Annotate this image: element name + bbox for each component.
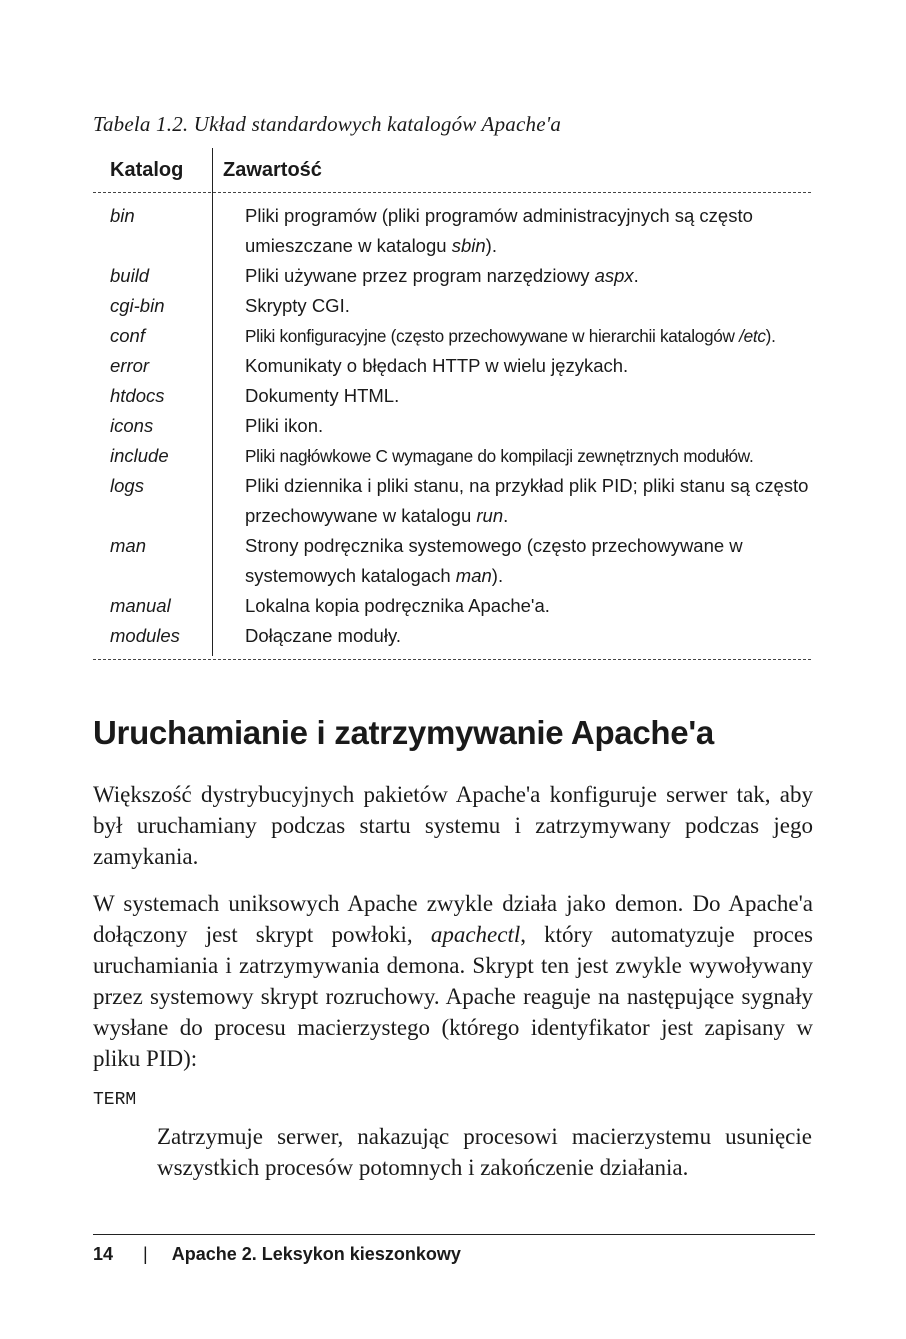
dir-name: logs bbox=[110, 475, 144, 496]
table-row bbox=[93, 621, 811, 651]
dir-content: Skrypty CGI. bbox=[245, 295, 350, 316]
dir-name: htdocs bbox=[110, 385, 165, 406]
table-row bbox=[93, 381, 811, 411]
dir-content: Pliki dziennika i pliki stanu, na przykład plik PID; pliki stanu są często przechowywane w katalogu run. bbox=[245, 475, 809, 526]
table-caption: Tabela 1.2. Układ standardowych katalogów Apache'a bbox=[93, 112, 562, 136]
dir-content: Pliki programów (pliki programów administracyjnych są często umieszczane w katalogu sbin). bbox=[245, 205, 753, 256]
book-title: Apache 2. Leksykon kieszonkowy bbox=[171, 1244, 461, 1264]
signal-description: Zatrzymuje serwer, nakazując procesowi macierzystemu usunięcie wszystkich procesów potomnych i zakończenie działania. bbox=[157, 1124, 812, 1180]
script-name: apachectl bbox=[430, 922, 521, 947]
dir-name: build bbox=[110, 265, 150, 286]
dir-name: man bbox=[110, 535, 146, 556]
paragraph-1: Większość dystrybucyjnych pakietów Apache'a konfiguruje serwer tak, aby był uruchamiany podczas startu systemu i zatrzymywany podczas jego zamykania. bbox=[93, 782, 813, 869]
table-row bbox=[93, 291, 811, 321]
dir-content: Pliki nagłówkowe C wymagane do kompilacji zewnętrznych modułów. bbox=[245, 446, 754, 466]
page-footer bbox=[93, 1244, 461, 1265]
dir-name: icons bbox=[110, 415, 154, 436]
dir-name: cgi-bin bbox=[110, 295, 165, 316]
dir-content: Pliki ikon. bbox=[245, 415, 324, 436]
header-zawartosc: Zawartość bbox=[223, 158, 322, 181]
table-row bbox=[93, 321, 811, 351]
dir-content: Dołączane moduły. bbox=[245, 625, 401, 646]
signal-name: TERM bbox=[93, 1090, 137, 1110]
header-katalog: Katalog bbox=[110, 158, 184, 181]
directory-table bbox=[93, 148, 811, 660]
dir-content: Dokumenty HTML. bbox=[245, 385, 400, 406]
dir-name: error bbox=[110, 355, 150, 376]
table-row bbox=[93, 531, 811, 591]
table-row bbox=[93, 441, 811, 471]
dir-content: Pliki używane przez program narzędziowy aspx. bbox=[245, 265, 639, 286]
paragraph-2: W systemach uniksowych Apache zwykle działa jako demon. Do Apache'a dołączony jest skrypt powłoki, apachectl, który automatyzuje proces uruchamiania i zatrzymywania demona. Skrypt ten jest zwykle wywoływany przez systemowy skrypt rozruchowy. Apache reaguje na następujące sygnały wysłane do procesu macierzystego (którego identyfikator jest zapisany w pliku PID): bbox=[93, 891, 813, 1071]
dir-content: Strony podręcznika systemowego (często przechowywane w systemowych katalogach man). bbox=[245, 535, 743, 586]
dir-content: Pliki konfiguracyjne (często przechowywane w hierarchii katalogów /etc). bbox=[245, 326, 776, 346]
dir-name: bin bbox=[110, 205, 135, 226]
table-header bbox=[93, 148, 811, 193]
table-row bbox=[93, 411, 811, 441]
dir-name: conf bbox=[110, 325, 145, 346]
column-divider bbox=[212, 148, 213, 656]
dir-name: include bbox=[110, 445, 169, 466]
table-row bbox=[93, 471, 811, 531]
section-heading: Uruchamianie i zatrzymywanie Apache'a bbox=[93, 714, 714, 751]
table-body bbox=[93, 193, 811, 660]
footer-rule bbox=[93, 1234, 815, 1235]
table-row bbox=[93, 351, 811, 381]
page-number: 14 bbox=[93, 1244, 114, 1264]
table-row bbox=[93, 261, 811, 291]
footer-separator: | bbox=[143, 1244, 148, 1264]
dir-name: manual bbox=[110, 595, 171, 616]
table-row bbox=[93, 201, 811, 261]
dir-content: Lokalna kopia podręcznika Apache'a. bbox=[245, 595, 550, 616]
dir-name: modules bbox=[110, 625, 180, 646]
table-row bbox=[93, 591, 811, 621]
dir-content: Komunikaty o błędach HTTP w wielu językach. bbox=[245, 355, 629, 376]
